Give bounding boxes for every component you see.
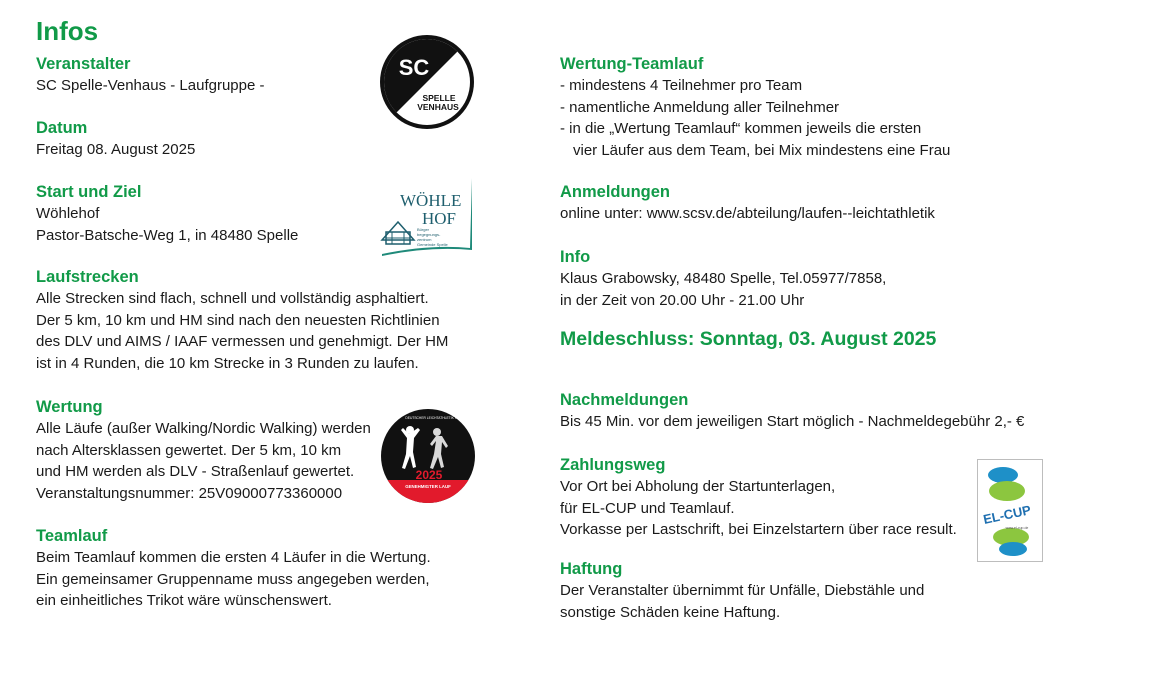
wertung-team-line: - mindestens 4 Teilnehmer pro Team [560, 77, 803, 94]
info-line: in der Zeit von 20.00 Uhr - 21.00 Uhr [560, 291, 805, 309]
haftung-line: sonstige Schäden keine Haftung. [560, 603, 781, 621]
heading-laufstrecken: Laufstrecken [36, 268, 139, 286]
heading-anmeldungen: Anmeldungen [560, 183, 670, 201]
sc-logo-line1: SPELLE [422, 93, 456, 103]
heading-start-ziel: Start und Ziel [36, 183, 142, 201]
el-cup-swirl-bottom [999, 542, 1027, 556]
woehlehof-small2: begegnungs- [417, 232, 441, 237]
laufstrecken-line: Der 5 km, 10 km und HM sind nach den neuesten Richtlinien [36, 311, 440, 329]
woehlehof-small4: Gemeinde Spelle [417, 242, 448, 247]
heading-zahlungsweg: Zahlungsweg [560, 456, 666, 474]
anmeldungen-line: online unter: www.scsv.de/abteilung/laufen--leichtathletik [560, 205, 935, 222]
zahlungsweg-line: Vor Ort bei Abholung der Startunterlagen, [560, 478, 836, 495]
zahlungsweg-line: Vorkasse per Lastschrift, bei Einzelstartern über race result. [560, 521, 957, 538]
sc-logo-text: SC [398, 55, 430, 80]
teamlauf-line: ein einheitliches Trikot wäre wünschenswert. [36, 592, 332, 609]
el-cup-swirl-mid [989, 481, 1025, 501]
section-nachmeldungen [560, 389, 1120, 433]
wertung-line: und HM werden als DLV - Straßenlauf gewertet. [36, 463, 355, 480]
teamlauf-line: Beim Teamlauf kommen die ersten 4 Läufer in die Wertung. [36, 549, 431, 566]
heading-wertung-teamlauf: Wertung-Teamlauf [560, 55, 704, 73]
heading-haftung: Haftung [560, 560, 623, 578]
sc-logo-line2: VENHAUS [417, 102, 459, 112]
section-wertung-teamlauf [560, 53, 1120, 161]
section-teamlauf [36, 525, 516, 612]
laufstrecken-line: Alle Strecken sind flach, schnell und vollständig asphaltiert. [36, 290, 429, 307]
dlv-laufbadge-logo [380, 408, 476, 504]
wertung-team-line: - namentliche Anmeldung aller Teilnehmer [560, 98, 840, 116]
teamlauf-line: Ein gemeinsamer Gruppenname muss angegeben werden, [36, 570, 430, 588]
dlv-badge-year: 2025 [415, 468, 443, 482]
haftung-line: Der Veranstalter übernimmt für Unfälle, Diebstähle und [560, 582, 925, 599]
el-cup-url: www.el-cup.de [1005, 526, 1029, 530]
page-title: Infos [36, 16, 99, 46]
nachmeldungen-line: Bis 45 Min. vor dem jeweiligen Start möglich - Nachmeldegebühr 2,- € [560, 413, 1025, 430]
heading-wertung: Wertung [36, 398, 103, 416]
woehlehof-text2: HOF [422, 209, 457, 228]
wertung-team-line: - in die „Wertung Teamlauf“ kommen jeweils die ersten [560, 120, 922, 137]
woehlehof-small1: Bürger [417, 227, 430, 232]
heading-veranstalter: Veranstalter [36, 55, 131, 73]
el-cup-swirl-top [988, 467, 1018, 483]
info-line: Klaus Grabowsky, 48480 Spelle, Tel.05977/7858, [560, 270, 887, 287]
heading-datum: Datum [36, 119, 88, 137]
start-line: Pastor-Batsche-Weg 1, in 48480 Spelle [36, 226, 299, 244]
start-line: Wöhlehof [36, 205, 100, 222]
section-info [560, 246, 1120, 311]
heading-nachmeldungen: Nachmeldungen [560, 391, 689, 409]
wertung-line: Alle Läufe (außer Walking/Nordic Walking) werden [36, 420, 371, 437]
woehlehof-text1: WÖHLE [400, 191, 462, 210]
wertung-line: nach Altersklassen gewertet. Der 5 km, 10 km [36, 441, 342, 459]
woehlehof-small3: zentrum [417, 237, 432, 242]
wertung-line: Veranstaltungsnummer: 25V09000773360000 [36, 484, 343, 502]
woehlehof-house-roof [382, 222, 414, 240]
heading-teamlauf: Teamlauf [36, 527, 108, 545]
datum-line: Freitag 08. August 2025 [36, 141, 196, 158]
sc-spelle-venhaus-logo [378, 33, 476, 131]
dlv-badge-small: DEUTSCHER LEICHTATHLETIK VERBAND [405, 416, 471, 420]
heading-info: Info [560, 248, 591, 266]
dlv-badge-band-text: GENEHMIGTER LAUF [405, 484, 451, 489]
section-haftung [560, 558, 1120, 623]
laufstrecken-line: des DLV und AIMS / IAAF vermessen und genehmigt. Der HM [36, 333, 449, 350]
woehlehof-logo [380, 176, 476, 258]
el-cup-logo [977, 459, 1043, 562]
meldeschluss-title: Meldeschluss: Sonntag, 03. August 2025 [560, 328, 937, 350]
zahlungsweg-line: für EL-CUP und Teamlauf. [560, 499, 735, 517]
veranstalter-line: SC Spelle-Venhaus - Laufgruppe - [36, 77, 265, 94]
section-anmeldungen [560, 181, 1120, 225]
section-laufstrecken [36, 266, 516, 374]
laufstrecken-line: ist in 4 Runden, die 10 km Strecke in 3 Runden zu laufen. [36, 354, 419, 372]
wertung-team-line: vier Läufer aus dem Team, bei Mix mindestens eine Frau [573, 141, 951, 159]
el-cup-text: EL-CUP [981, 502, 1033, 527]
